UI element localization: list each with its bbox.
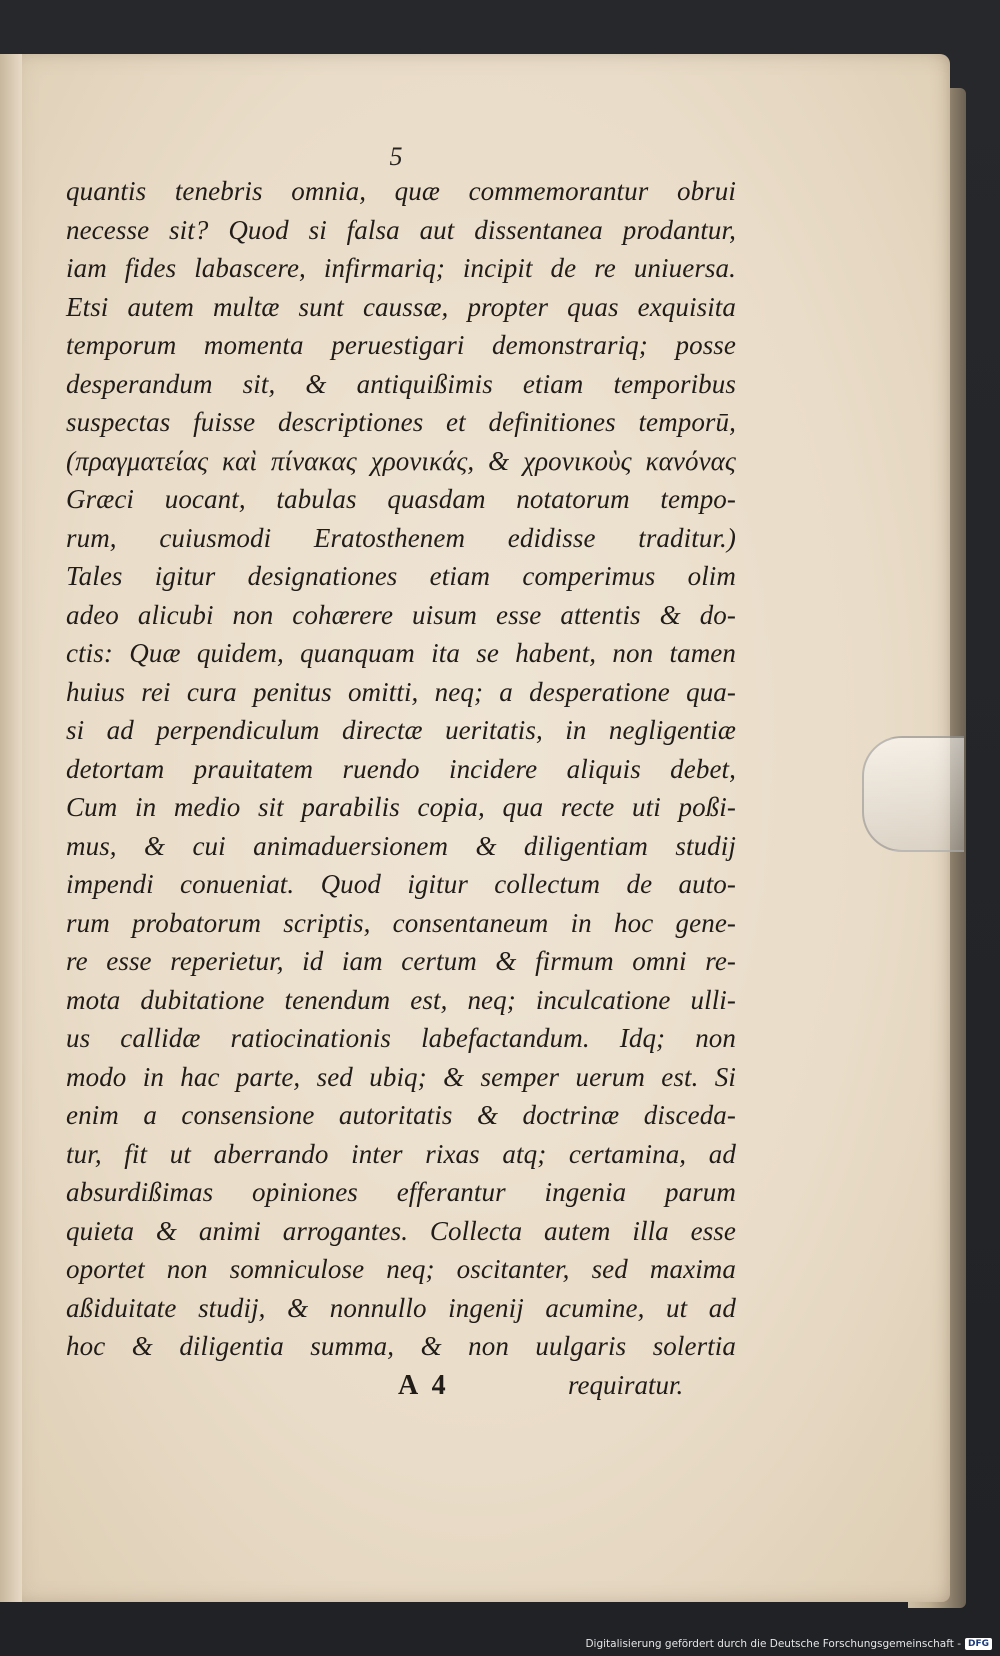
text-line: Etsi autem multæ sunt caussæ, propter quas exquisita <box>66 291 736 322</box>
text-line: adeo alicubi non cohærere uisum esse attentis & do- <box>66 599 736 630</box>
text-line: suspectas fuisse descriptiones et definitiones temporū, <box>66 407 736 437</box>
text-line: Tales igitur designationes etiam comperimus olim <box>66 561 736 591</box>
text-block <box>66 172 736 1366</box>
text-line: huius rei cura penitus omitti, neq; a desperatione qua- <box>66 676 736 707</box>
text-line: Cum in medio sit parabilis copia, qua recte uti poßi- <box>66 792 736 822</box>
catchword: requiratur. <box>568 1370 684 1400</box>
text-line: desperandum sit, & antiquißimis etiam temporibus <box>66 368 736 399</box>
text-line: tur, fit ut aberrando inter rixas atq; certamina, ad <box>66 1138 736 1169</box>
page-number: 5 <box>389 142 403 171</box>
digitization-credit <box>585 1638 992 1650</box>
text-line: re esse reperietur, id iam certum & firmum omni re- <box>66 946 736 976</box>
text-line: mus, & cui animaduersionem & diligentiam studij <box>66 830 736 861</box>
text-line: ctis: Quæ quidem, quanquam ita se habent, non tamen <box>66 638 736 668</box>
text-line: mota dubitatione tenendum est, neq; inculcatione ulli- <box>66 984 736 1015</box>
text-line: si ad perpendiculum directæ ueritatis, in negligentiæ <box>66 715 736 745</box>
text-line: quantis tenebris omnia, quæ commemorantur obrui <box>66 176 736 206</box>
page-gutter <box>0 54 22 1602</box>
credit-text: Digitalisierung gefördert durch die Deutsche Forschungsgemeinschaft - <box>585 1638 961 1650</box>
text-line: modo in hac parte, sed ubiq; & semper uerum est. Si <box>66 1061 736 1092</box>
signature-mark: A 4 <box>398 1370 450 1401</box>
text-line: iam fides labascere, infirmariq; incipit de re uniuersa. <box>66 253 736 283</box>
dfg-logo: DFG <box>965 1638 992 1650</box>
text-line: Græci uocant, tabulas quasdam notatorum tempo- <box>66 484 736 514</box>
text-line: oportet non somniculose neq; oscitanter, sed maxima <box>66 1254 736 1284</box>
text-line: us callidæ ratiocinationis labefactandum. Idq; non <box>66 1023 736 1053</box>
page-clip <box>862 736 964 852</box>
text-line: detortam prauitatem ruendo incidere aliquis debet, <box>66 753 736 784</box>
text-line: rum probatorum scriptis, consentaneum in hoc gene- <box>66 907 736 938</box>
text-line: rum, cuiusmodi Eratosthenem edidisse traditur.) <box>66 522 736 553</box>
text-line: absurdißimas opiniones efferantur ingenia parum <box>66 1177 736 1207</box>
text-line: temporum momenta peruestigari demonstrariq; posse <box>66 330 736 360</box>
text-line: impendi conueniat. Quod igitur collectum de auto- <box>66 869 736 899</box>
text-line: aßiduitate studij, & nonnullo ingenij acumine, ut ad <box>66 1292 736 1323</box>
text-line: quieta & animi arrogantes. Collecta autem illa esse <box>66 1215 736 1246</box>
text-line: necesse sit? Quod si falsa aut dissentanea prodantur, <box>66 214 736 245</box>
text-line: hoc & diligentia summa, & non uulgaris solertia <box>66 1331 736 1361</box>
text-line: (πραγματείας καὶ πίνακας χρονικάς, & χρονικοὺς κανόνας <box>66 445 736 476</box>
text-line: enim a consensione autoritatis & doctrinæ disceda- <box>66 1100 736 1130</box>
